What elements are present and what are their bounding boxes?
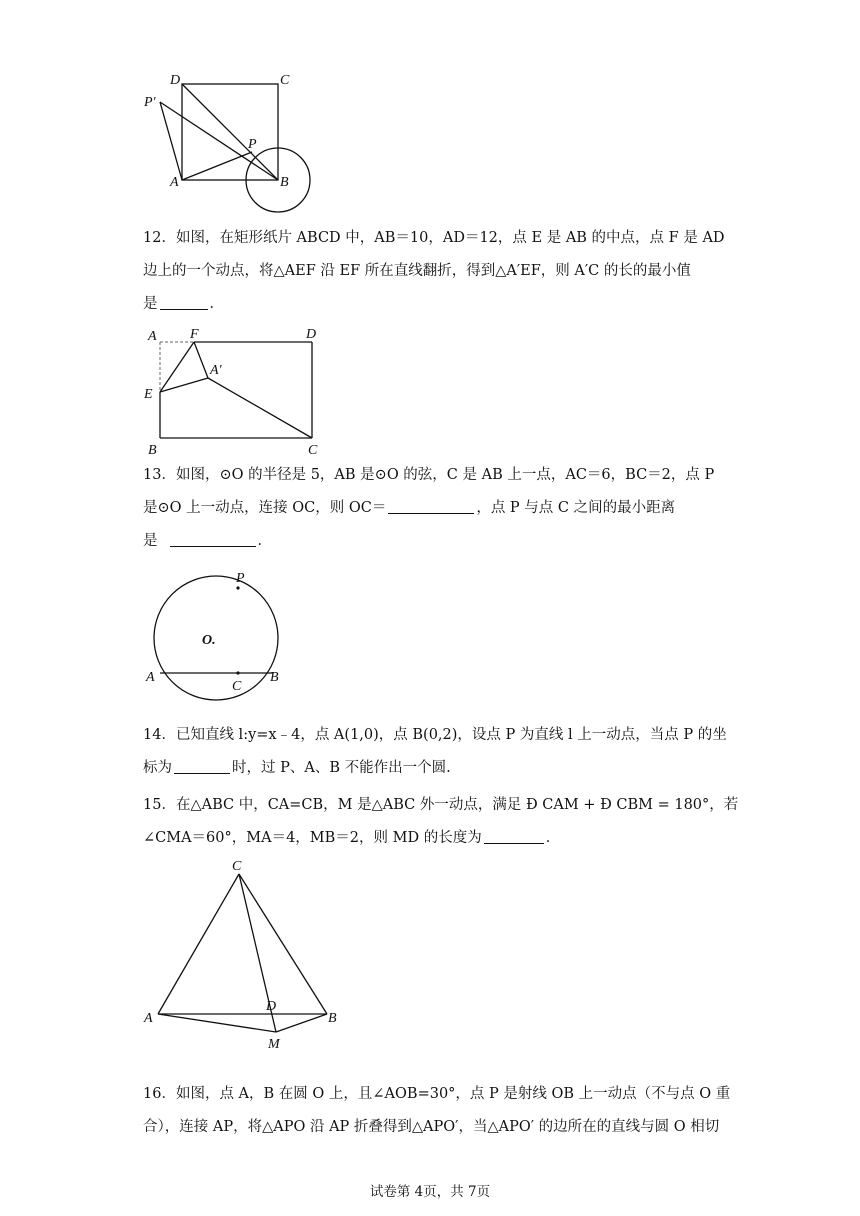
question-14 [143,719,727,785]
q13-line1: 13．如图，⊙O 的半径是 5，AB 是⊙O 的弦，C 是 AB 上一点，AC＝6，BC＝2，点 P [143,467,715,483]
figure-q15 [140,852,350,1052]
label-c: C [308,443,318,458]
label-d: D [306,327,317,342]
label-d: D [266,999,277,1014]
q13-line2-pre: 是⊙O 上一动点，连接 OC，则 OC＝ [143,500,387,516]
label-e: E [144,387,153,402]
q15-line2-post: ． [545,830,561,846]
q13-line3-post: ． [257,533,272,549]
q14-answer-blank[interactable] [174,759,230,774]
question-16 [143,1078,731,1144]
q16-line2: 合），连接 AP，将△APO 沿 AP 折叠得到△APO′，当△APO′ 的边所在的直线与圆 O 相切 [143,1119,720,1135]
q16-line1: 16．如图，点 A，B 在圆 O 上，且∠AOB=30°，点 P 是射线 OB 上一动点（不与点 O 重 [143,1086,731,1102]
q13-answer-blank-1[interactable] [388,499,474,514]
page-footer: 试卷第 4页，共 7页 [369,1184,491,1200]
label-a: A [170,175,179,190]
label-c: C [232,679,242,694]
q12-line2: 边上的一个动点，将△AEF 沿 EF 所在直线翻折，得到△A′EF，则 A′C 的长的最小值 [143,263,691,279]
question-15 [143,789,739,855]
label-a: A [146,670,155,685]
q14-line2-post: 时，过 P、A、B 不能作出一个圆. [232,760,451,776]
q13-line2-post: ，点 P 与点 C 之间的最小距离 [476,500,676,516]
label-o: O. [202,633,216,648]
q14-line1: 14．已知直线 l:y=x﹣4，点 A(1,0)，点 B(0,2)，设点 P 为直线 l 上一动点，当点 P 的坐 [143,727,727,743]
q13-answer-blank-2[interactable] [170,532,256,547]
label-c: C [280,73,290,88]
q15-answer-blank[interactable] [484,829,544,844]
label-b: B [270,670,279,685]
q15-line1: 15．在△ABC 中，CA=CB，M 是△ABC 外一动点，满足 Ð CAM + Ð CBM = 180°，若 [143,797,739,813]
label-d: D [170,73,181,88]
figure-q13 [140,566,300,696]
label-b: B [148,443,157,458]
q14-line2-pre: 标为 [143,760,172,776]
label-b: B [280,175,289,190]
label-f: F [190,327,199,342]
label-p: P [236,571,245,586]
label-m: M [268,1037,280,1052]
label-p-prime: P′ [144,95,156,110]
question-12 [143,222,723,321]
label-b: B [328,1011,337,1026]
label-a: A [144,1011,153,1026]
label-p: P [248,137,257,152]
q12-line3-post: ． [209,296,224,312]
label-a-prime: A′ [210,363,222,378]
q15-line2-pre: ∠CMA＝60°，MA＝4，MB＝2，则 MD 的长度为 [143,830,482,846]
figure-q12 [140,322,340,458]
q13-line3-pre: 是 [143,533,158,549]
q12-answer-blank[interactable] [160,295,208,310]
label-a: A [148,329,157,344]
q12-line3-pre: 是 [143,296,158,312]
figure-q11 [140,68,340,218]
label-c: C [232,859,242,874]
q12-line1: 12．如图，在矩形纸片 ABCD 中，AB＝10，AD＝12，点 E 是 AB 的中点，点 F 是 AD [143,230,725,246]
question-13 [143,459,723,558]
